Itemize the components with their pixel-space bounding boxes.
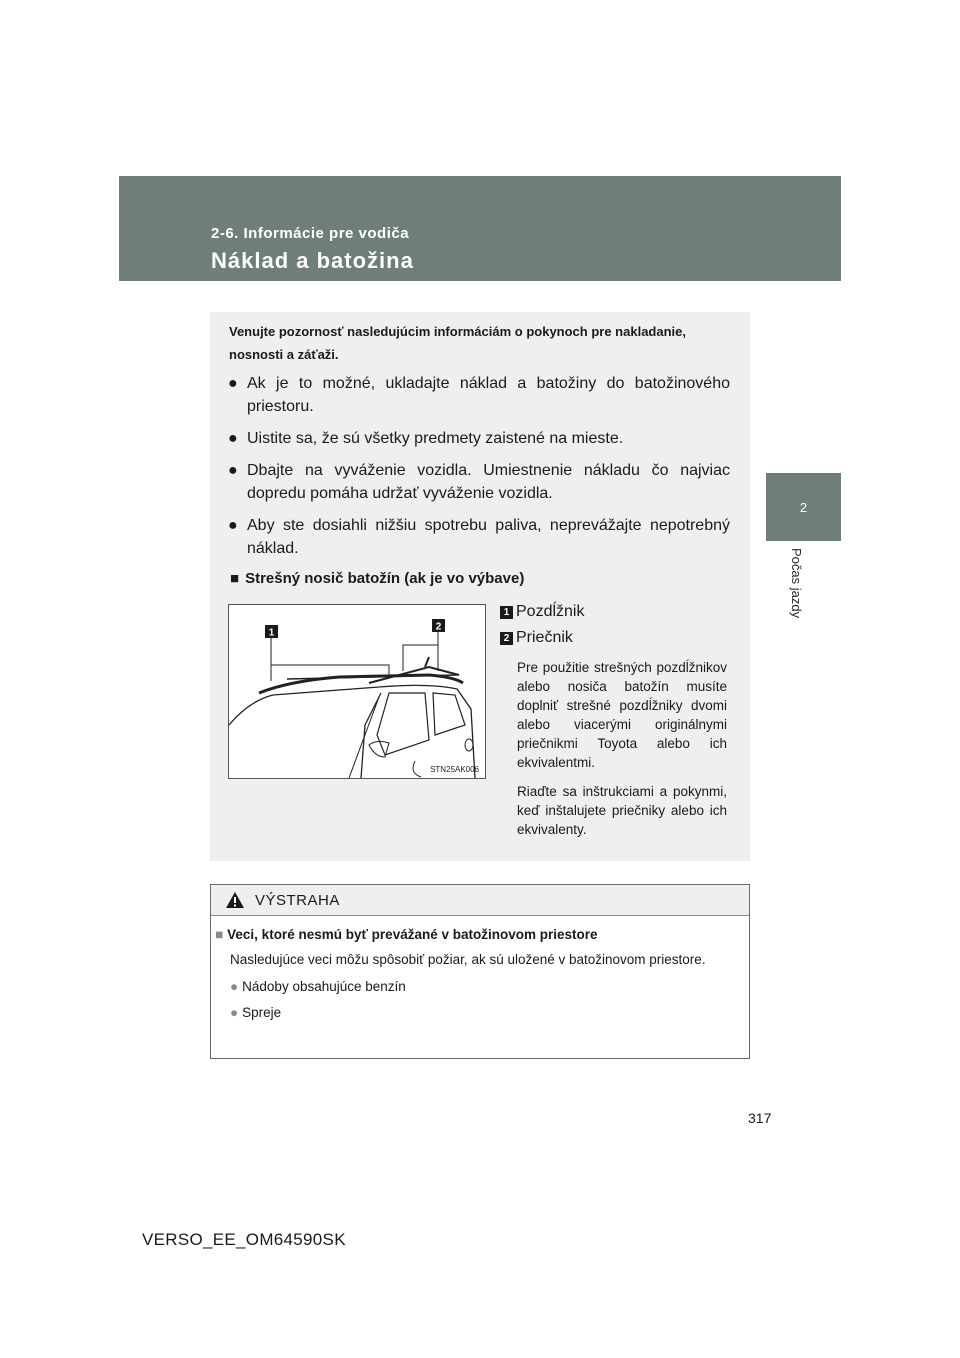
intro-text: Venujte pozornosť nasledujúcim informáciám o pokynoch pre nakladanie, nosnosti a záťaži.	[229, 324, 686, 362]
list-item: ● Uistite sa, že sú všetky predmety zaistené na mieste.	[230, 427, 730, 450]
svg-text:1: 1	[268, 627, 275, 639]
section-label: 2-6. Informácie pre vodiča	[211, 225, 410, 242]
figure-code: STN25AK006	[430, 765, 479, 774]
warning-text: Nasledujúce veci môžu spôsobiť požiar, ak sú uložené v batožinovom priestore.	[230, 952, 706, 967]
bullet-dot-icon: ●	[230, 1005, 239, 1020]
warning-header	[211, 885, 749, 916]
roof-rack-illustration	[228, 604, 486, 779]
chapter-number: 2	[799, 499, 808, 515]
page-number: 317	[748, 1110, 772, 1126]
warning-triangle-icon	[225, 891, 245, 909]
subheading: ■ Strešný nosič batožín (ak je vo výbave)	[230, 570, 525, 587]
warning-body	[215, 927, 743, 1029]
square-bullet-icon: ■	[215, 927, 224, 942]
legend-label: Priečnik	[516, 629, 573, 646]
list-item: ● Spreje	[230, 1005, 282, 1020]
chapter-side-label: Počas jazdy	[789, 548, 804, 619]
bullet-dot-icon: ●	[228, 462, 238, 479]
figure-legend	[500, 599, 730, 651]
number-badge: 2	[500, 632, 513, 645]
legend-notes	[517, 658, 727, 849]
list-item: ● Aby ste dosiahli nižšiu spotrebu paliva, neprevážajte nepotrebný náklad.	[230, 514, 730, 560]
list-item: ● Dbajte na vyváženie vozidla. Umiestnenie nákladu čo najviac dopredu pomáha udržať vyváženie vozidla.	[230, 459, 730, 505]
svg-text:2: 2	[435, 621, 442, 633]
bullet-dot-icon: ●	[228, 430, 238, 447]
warning-heading: ■ Veci, ktoré nesmú byť prevážané v batožinovom priestore	[215, 927, 598, 942]
square-bullet-icon: ■	[230, 570, 240, 587]
bullet-dot-icon: ●	[228, 375, 238, 392]
bullet-list	[230, 372, 730, 569]
warning-title: VÝSTRAHA	[255, 891, 340, 909]
legend-item	[500, 599, 730, 625]
car-roof-drawing	[229, 605, 485, 778]
page-title: Náklad a batožina	[211, 248, 414, 273]
legend-item	[500, 625, 730, 651]
chapter-header	[119, 176, 841, 281]
bullet-dot-icon: ●	[230, 979, 239, 994]
note-paragraph: Riaďte sa inštrukciami a pokynmi, keď inštalujete priečniky alebo ich ekvivalenty.	[517, 784, 727, 837]
list-item: ● Nádoby obsahujúce benzín	[230, 979, 406, 994]
document-code: VERSO_EE_OM64590SK	[142, 1230, 346, 1249]
legend-label: Pozdĺžnik	[516, 603, 585, 620]
list-item: ● Ak je to možné, ukladajte náklad a batožiny do batožinového priestoru.	[230, 372, 730, 418]
chapter-tab	[766, 473, 841, 541]
number-badge: 1	[500, 606, 513, 619]
bullet-dot-icon: ●	[228, 517, 238, 534]
warning-box	[210, 884, 750, 1059]
note-paragraph: Pre použitie strešných pozdĺžnikov alebo nosiča batožín musíte doplniť strešné pozdĺžniky dvomi alebo viacerými originálnymi priečnikmi Toyota alebo ich ekvivalentmi.	[517, 660, 727, 770]
info-box	[210, 312, 750, 861]
